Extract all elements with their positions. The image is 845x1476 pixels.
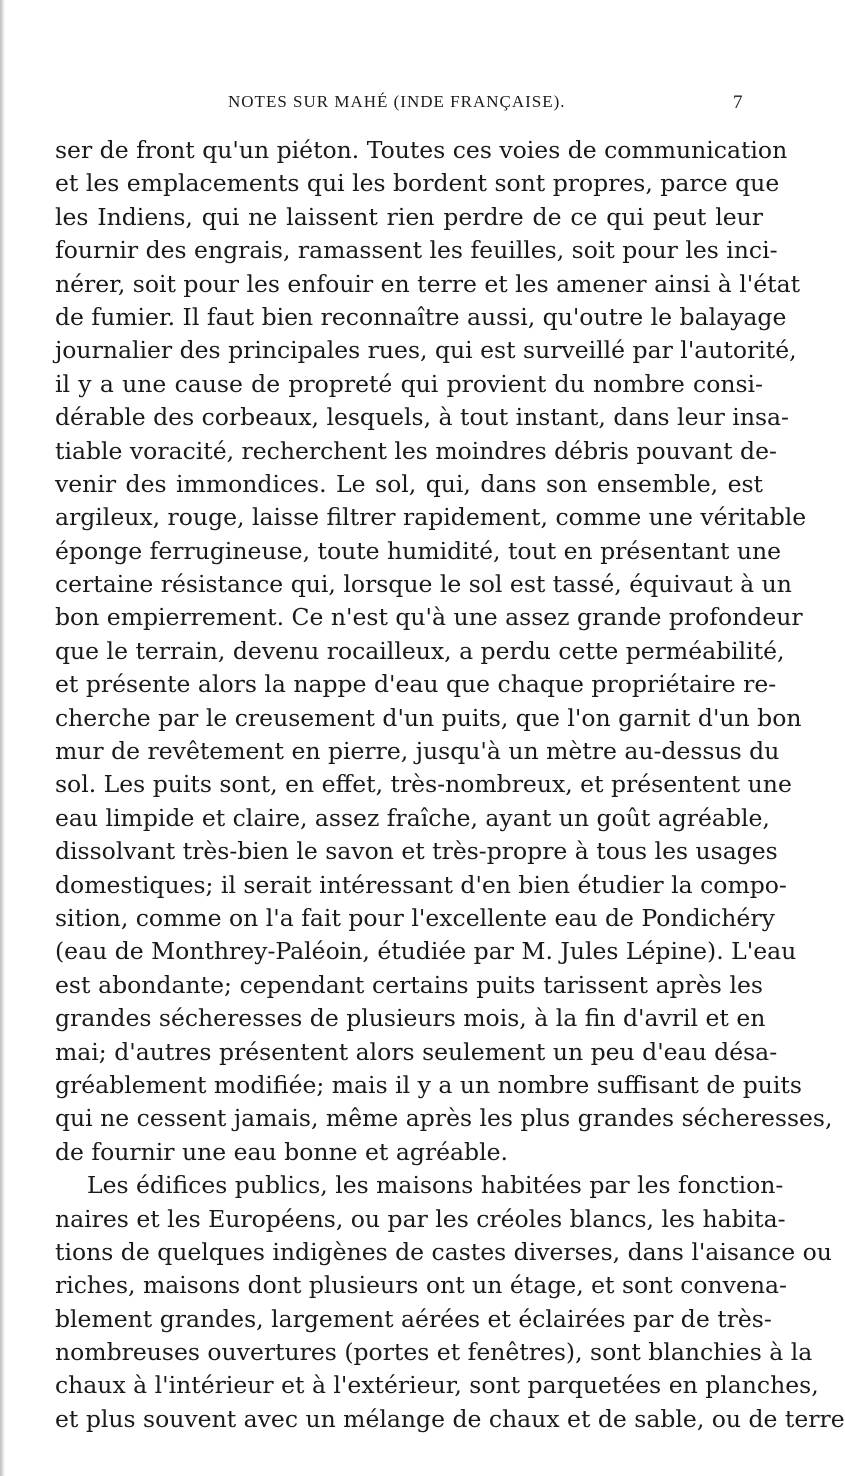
text-line: sol. Les puits sont, en effet, très-nombreux, et présentent une bbox=[55, 770, 792, 799]
text-line: journalier des principales rues, qui est surveillé par l'autorité, bbox=[55, 336, 797, 365]
text-line: certaine résistance qui, lorsque le sol est tassé, équivaut à un bbox=[55, 570, 792, 599]
text-line: blement grandes, largement aérées et éclairées par de très- bbox=[55, 1304, 772, 1333]
text-line: mai; d'autres présentent alors seulement un peu d'eau désa- bbox=[55, 1037, 778, 1066]
text-line: que le terrain, devenu rocailleux, a perdu cette perméabilité, bbox=[55, 636, 785, 665]
text-line: et les emplacements qui les bordent sont propres, parce que bbox=[55, 169, 780, 198]
text-line: chaux à l'intérieur et à l'extérieur, sont parquetées en planches, bbox=[55, 1371, 819, 1400]
text-line: eau limpide et claire, assez fraîche, ayant un goût agréable, bbox=[55, 803, 770, 832]
running-title: NOTES SUR MAHÉ (INDE FRANÇAISE). bbox=[228, 92, 566, 111]
text-line: les Indiens, qui ne laissent rien perdre de ce qui peut leur bbox=[55, 202, 763, 231]
text-line: nérer, soit pour les enfouir en terre et les amener ainsi à l'état bbox=[55, 269, 801, 298]
text-line: tiable voracité, recherchent les moindres débris pouvant de- bbox=[55, 436, 777, 465]
text-line: et plus souvent avec un mélange de chaux et de sable, ou de terre bbox=[55, 1404, 845, 1433]
text-line: naires et les Européens, ou par les créoles blancs, les habita- bbox=[55, 1204, 786, 1233]
text-line: cherche par le creusement d'un puits, que l'on garnit d'un bon bbox=[55, 703, 802, 732]
text-line: est abondante; cependant certains puits tarissent après les bbox=[55, 970, 763, 999]
text-line: argileux, rouge, laisse filtrer rapidement, comme une véritable bbox=[55, 503, 807, 532]
text-line: venir des immondices. Le sol, qui, dans son ensemble, est bbox=[55, 469, 763, 498]
text-line: éponge ferrugineuse, toute humidité, tout en présentant une bbox=[55, 536, 782, 565]
page-number: 7 bbox=[733, 92, 743, 113]
text-line: dérable des corbeaux, lesquels, à tout instant, dans leur insa- bbox=[55, 403, 789, 432]
text-line: mur de revêtement en pierre, jusqu'à un mètre au-dessus du bbox=[55, 737, 780, 766]
text-line: qui ne cessent jamais, même après les plus grandes sécheresses, bbox=[55, 1104, 833, 1133]
text-line: grandes sécheresses de plusieurs mois, à la fin d'avril et en bbox=[55, 1004, 766, 1033]
text-line: riches, maisons dont plusieurs ont un étage, et sont convena- bbox=[55, 1271, 787, 1300]
text-line: dissolvant très-bien le savon et très-propre à tous les usages bbox=[55, 837, 778, 866]
text-line: fournir des engrais, ramassent les feuilles, soit pour les inci- bbox=[55, 236, 778, 265]
text-line: et présente alors la nappe d'eau que chaque propriétaire re- bbox=[55, 670, 777, 699]
text-line: nombreuses ouvertures (portes et fenêtres), sont blanchies à la bbox=[55, 1338, 813, 1367]
text-line: domestiques; il serait intéressant d'en bien étudier la compo- bbox=[55, 870, 787, 899]
page-gutter-shadow bbox=[0, 0, 5, 1476]
text-line: sition, comme on l'a fait pour l'excellente eau de Pondichéry bbox=[55, 903, 775, 932]
text-line: bon empierrement. Ce n'est qu'à une assez grande profondeur bbox=[55, 603, 803, 632]
text-line: de fumier. Il faut bien reconnaître aussi, qu'outre le balayage bbox=[55, 302, 787, 331]
paragraph-end-line: de fournir une eau bonne et agréable. bbox=[55, 1137, 508, 1166]
running-header bbox=[0, 92, 800, 118]
text-line: il y a une cause de propreté qui provient du nombre consi- bbox=[55, 369, 763, 398]
text-line: ser de front qu'un piéton. Toutes ces voies de communication bbox=[55, 136, 788, 164]
paragraph-start-line: Les édifices publics, les maisons habitées par les fonction- bbox=[87, 1171, 784, 1200]
text-line: tions de quelques indigènes de castes diverses, dans l'aisance ou bbox=[55, 1237, 832, 1266]
body-text bbox=[55, 134, 845, 1436]
text-line: (eau de Monthrey-Paléoin, étudiée par M. Jules Lépine). L'eau bbox=[55, 937, 797, 966]
text-line: gréablement modifiée; mais il y a un nombre suffisant de puits bbox=[55, 1070, 802, 1099]
